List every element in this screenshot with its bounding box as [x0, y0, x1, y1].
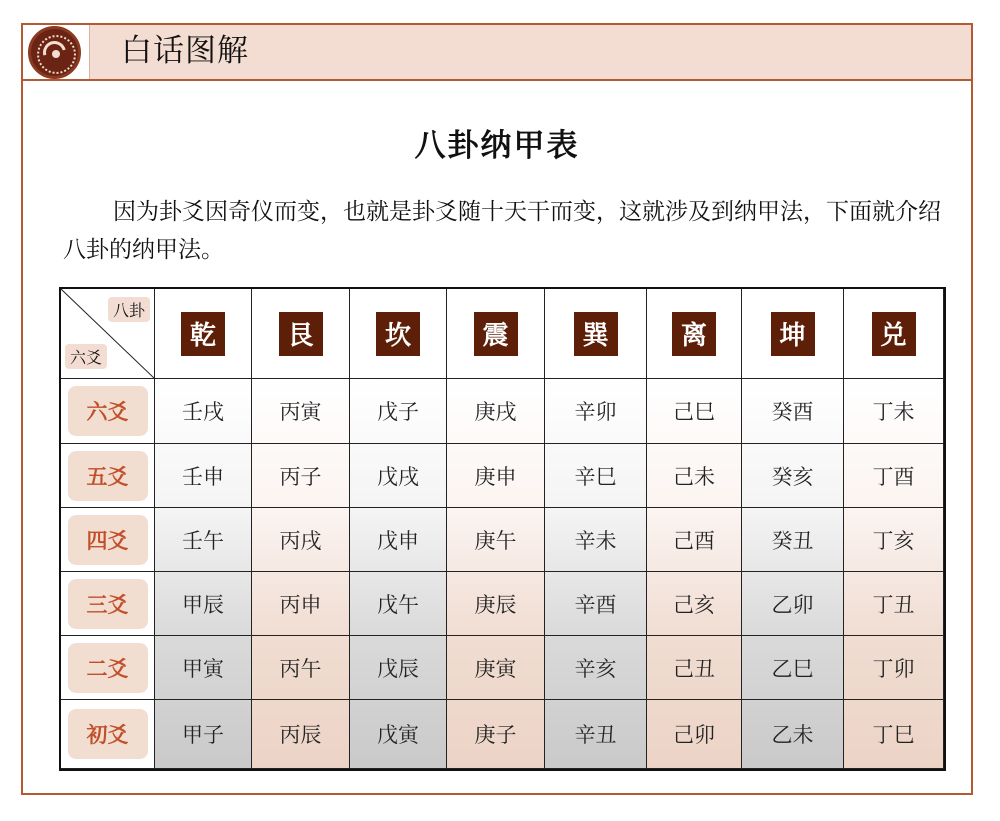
table-cell: 己亥: [647, 572, 742, 636]
table-cell: 辛亥: [545, 636, 647, 700]
row-header: [61, 700, 155, 769]
table-cell: 壬申: [155, 444, 252, 508]
column-header: [447, 289, 545, 379]
table-cell: 辛丑: [545, 700, 647, 769]
content-frame: [21, 23, 973, 795]
yao-label: 三爻: [68, 579, 148, 629]
corner-label-gua: 八卦: [108, 297, 150, 322]
najia-table: [59, 287, 946, 771]
row-header: [61, 572, 155, 636]
yao-label: 六爻: [68, 386, 148, 436]
table-cell: 庚午: [447, 508, 545, 572]
table-cell: 庚戌: [447, 379, 545, 444]
table-cell: 乙未: [742, 700, 844, 769]
gua-badge: 艮: [279, 312, 323, 356]
table-cell: 壬午: [155, 508, 252, 572]
table-cell: 丁卯: [844, 636, 944, 700]
gua-badge: 兑: [872, 312, 916, 356]
table-cell: 戊辰: [350, 636, 447, 700]
column-header: [155, 289, 252, 379]
table-cell: 丙辰: [252, 700, 350, 769]
column-header: [545, 289, 647, 379]
table-cell: 癸亥: [742, 444, 844, 508]
table-cell: 壬戌: [155, 379, 252, 444]
table-cell: 辛巳: [545, 444, 647, 508]
table-cell: 丁巳: [844, 700, 944, 769]
table-cell: 丁丑: [844, 572, 944, 636]
page-title: 八卦纳甲表: [414, 128, 580, 164]
row-header: [61, 379, 155, 444]
table-cell: 甲辰: [155, 572, 252, 636]
row-header: [61, 636, 155, 700]
table-cell: 戊寅: [350, 700, 447, 769]
table-cell: 甲寅: [155, 636, 252, 700]
intro-paragraph: 因为卦爻因奇仪而变，也就是卦爻随十天干而变，这就涉及到纳甲法，下面就介绍八卦的纳甲法。: [63, 199, 941, 263]
table-cell: 辛卯: [545, 379, 647, 444]
corner-label-yao: 六爻: [65, 344, 107, 369]
section-header-title: 白话图解: [121, 33, 249, 69]
table-cell: 丙申: [252, 572, 350, 636]
table-cell: 丁酉: [844, 444, 944, 508]
section-header: [23, 25, 971, 81]
column-header: [647, 289, 742, 379]
table-cell: 己巳: [647, 379, 742, 444]
row-header: [61, 444, 155, 508]
table-cell: 甲子: [155, 700, 252, 769]
table-cell: 己未: [647, 444, 742, 508]
yao-label: 初爻: [68, 709, 148, 759]
table-cell: 己卯: [647, 700, 742, 769]
column-header: [350, 289, 447, 379]
table-corner-header: [61, 289, 155, 379]
gua-badge: 乾: [181, 312, 225, 356]
table-cell: 庚子: [447, 700, 545, 769]
row-header: [61, 508, 155, 572]
table-cell: 辛酉: [545, 572, 647, 636]
table-cell: 戊子: [350, 379, 447, 444]
table-cell: 丙戌: [252, 508, 350, 572]
gua-badge: 离: [672, 312, 716, 356]
table-cell: 乙巳: [742, 636, 844, 700]
table-cell: 庚申: [447, 444, 545, 508]
table-cell: 己丑: [647, 636, 742, 700]
table-cell: 癸酉: [742, 379, 844, 444]
yao-label: 五爻: [68, 451, 148, 501]
yao-label: 四爻: [68, 515, 148, 565]
table-cell: 丙子: [252, 444, 350, 508]
table-cell: 辛未: [545, 508, 647, 572]
column-header: [844, 289, 944, 379]
table-cell: 丙午: [252, 636, 350, 700]
table-cell: 己酉: [647, 508, 742, 572]
gua-badge: 震: [474, 312, 518, 356]
yao-label: 二爻: [68, 643, 148, 693]
gua-badge: 巽: [574, 312, 618, 356]
gua-badge: 坤: [771, 312, 815, 356]
column-header: [252, 289, 350, 379]
table-cell: 戊午: [350, 572, 447, 636]
table-cell: 庚寅: [447, 636, 545, 700]
table-cell: 丁亥: [844, 508, 944, 572]
logo-box: [23, 25, 90, 79]
table-cell: 丁未: [844, 379, 944, 444]
table-cell: 乙卯: [742, 572, 844, 636]
dragon-seal-icon: [28, 26, 81, 79]
table-cell: 丙寅: [252, 379, 350, 444]
gua-badge: 坎: [376, 312, 420, 356]
column-header: [742, 289, 844, 379]
table-cell: 戊戌: [350, 444, 447, 508]
table-cell: 癸丑: [742, 508, 844, 572]
table-cell: 庚辰: [447, 572, 545, 636]
table-cell: 戊申: [350, 508, 447, 572]
